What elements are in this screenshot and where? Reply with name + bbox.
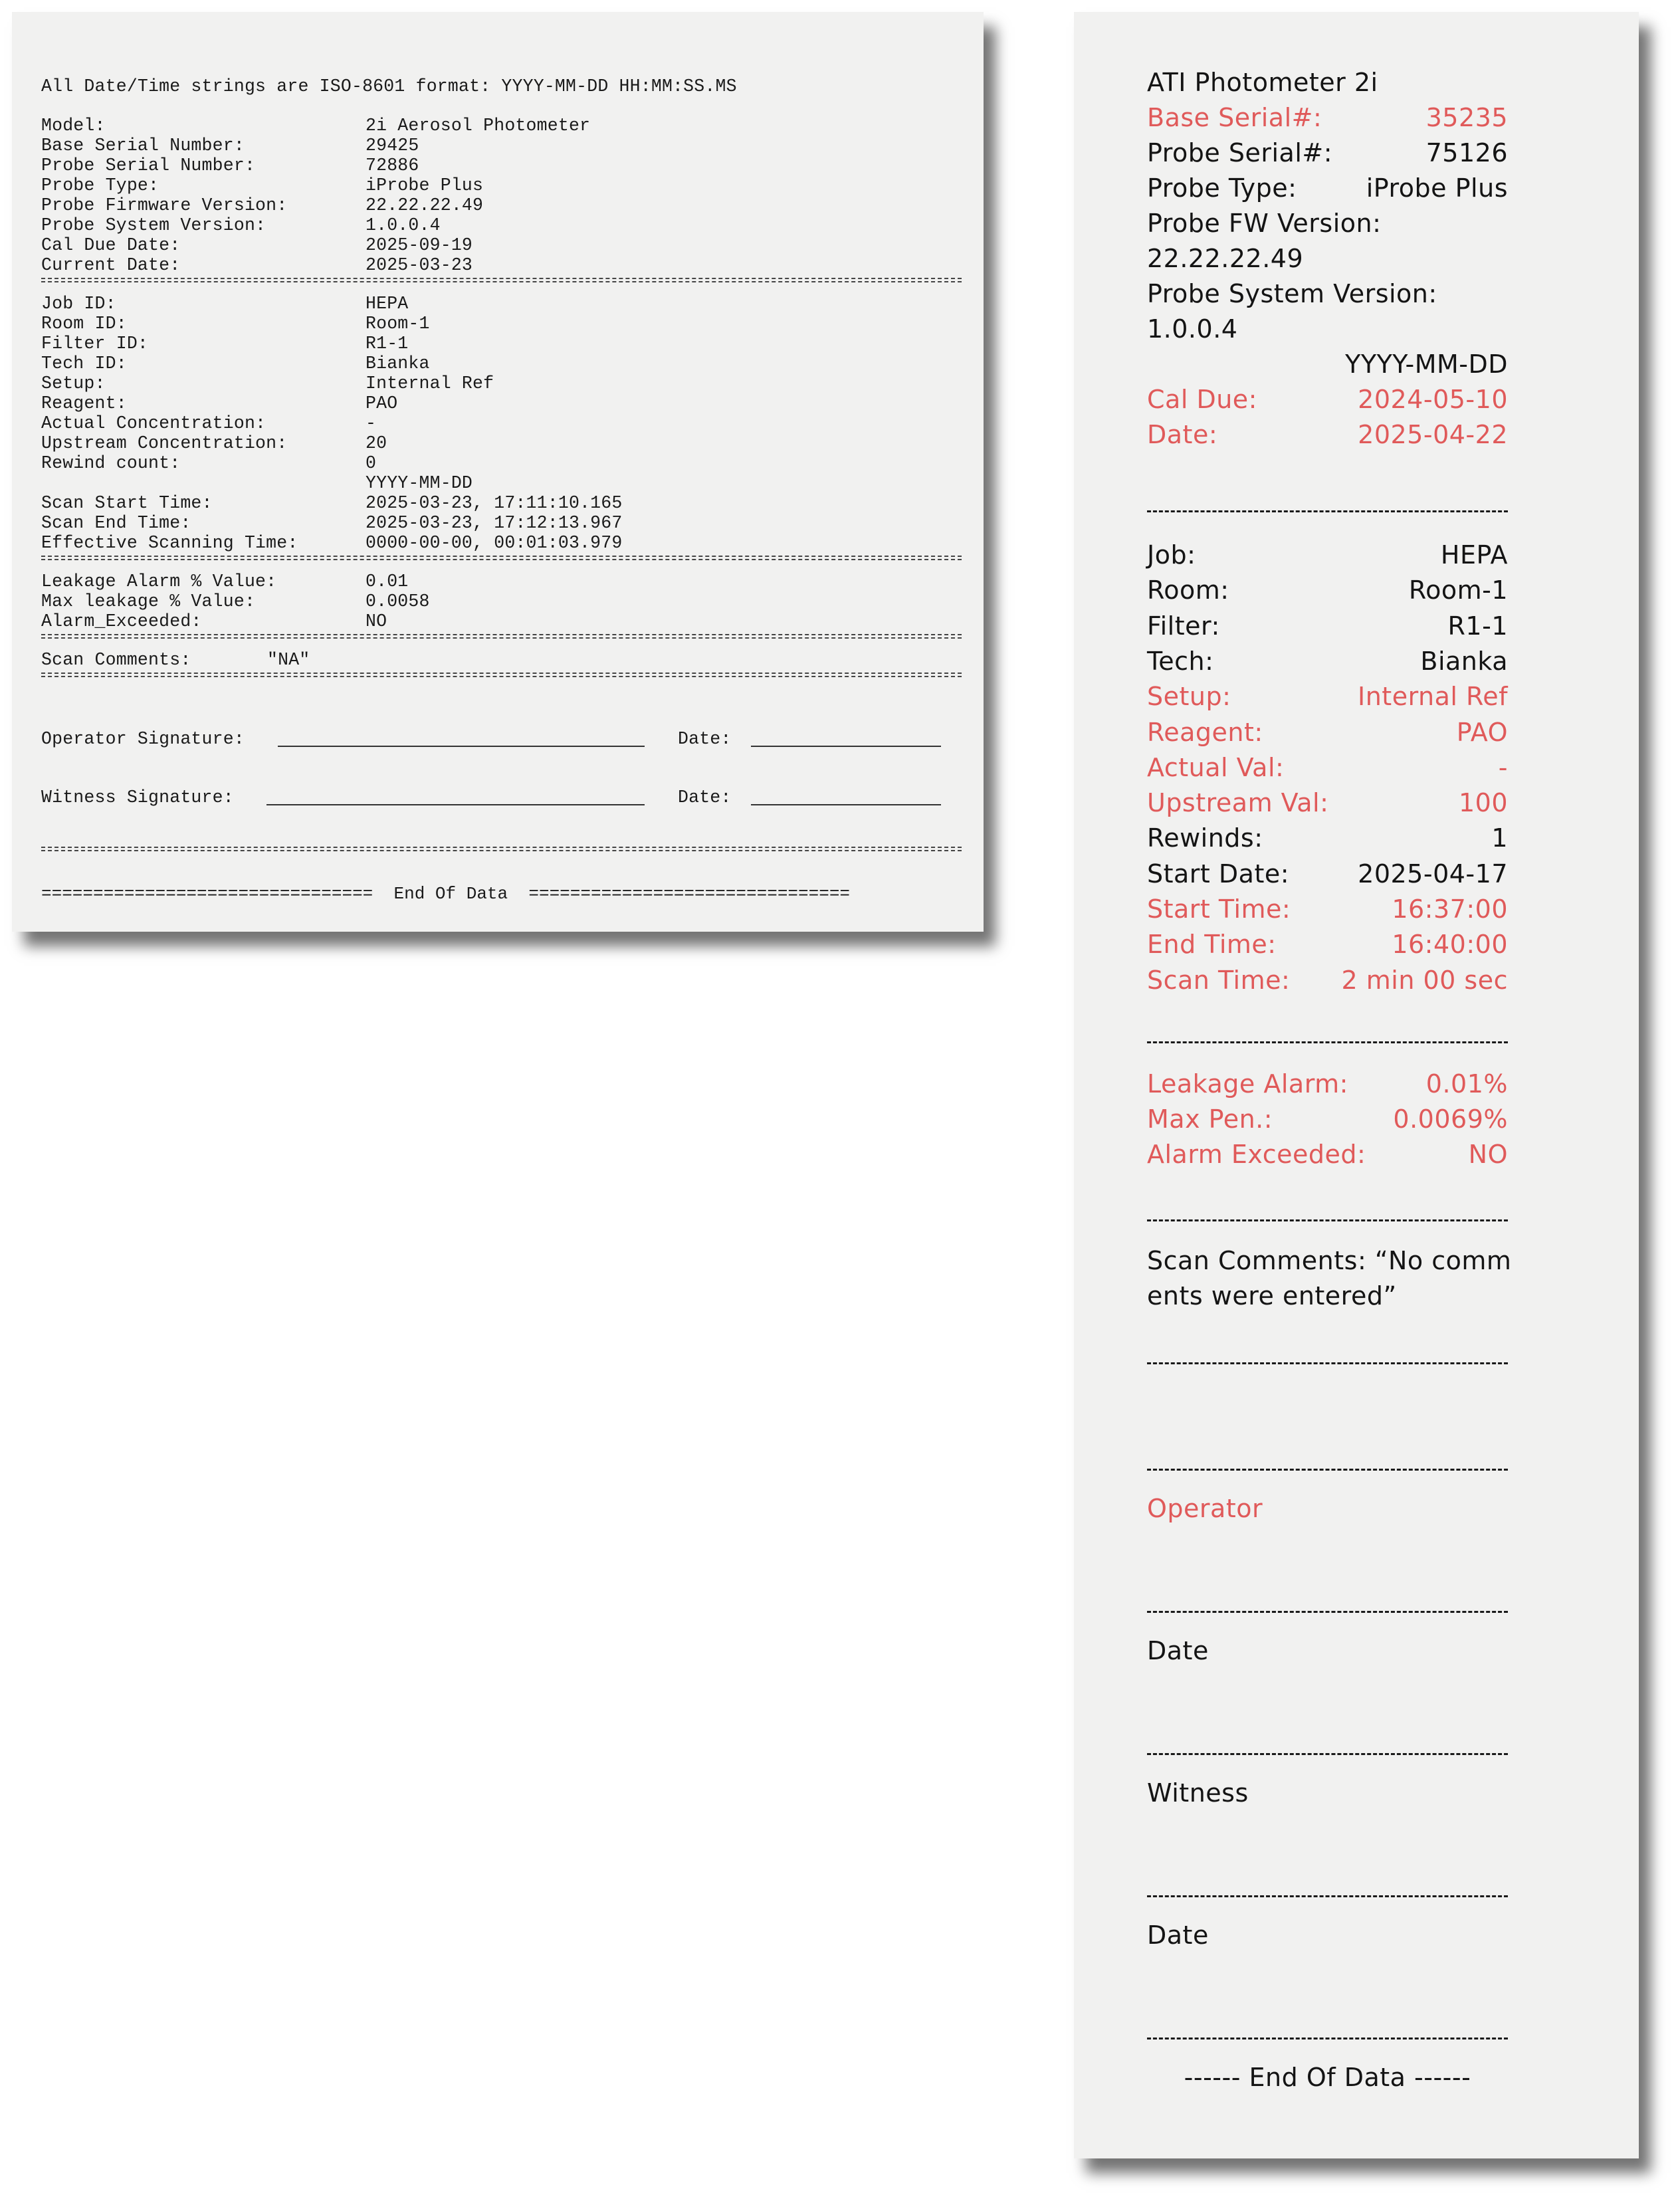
witness-signature-label: Witness Signature: (41, 787, 234, 807)
receipt-row-value: 2025-04-17 (1358, 859, 1508, 888)
receipt-alarm-exceeded: Alarm Exceeded: NO (1147, 1140, 1508, 1169)
field-leakage-alarm: Leakage Alarm % Value: 0.01 (41, 572, 409, 591)
end-of-data: ================================ End Of Data =============================== (41, 884, 851, 904)
receipt-probe-fw-label: Probe FW Version: (1147, 209, 1382, 238)
receipt-separator (1147, 1469, 1508, 1471)
separator (41, 278, 962, 282)
witness-date-label: Date: (678, 787, 732, 807)
field-effective-scan-time: Effective Scanning Time: 0000-00-00, 00:01:03.979 (41, 533, 623, 553)
receipt-probe-type: Probe Type: iProbe Plus (1147, 173, 1508, 203)
receipt-job-row (1147, 821, 1508, 856)
field-probe-type: Probe Type: iProbe Plus (41, 175, 484, 195)
receipt-separator (1147, 1895, 1508, 1897)
field-job-id: Job ID: HEPA (41, 294, 409, 314)
field-probe-serial: Probe Serial Number: 72886 (41, 156, 419, 175)
scan-comments: Scan Comments: "NA" (41, 650, 310, 670)
field-upstream-concentration: Upstream Concentration: 20 (41, 433, 387, 453)
operator-date-label: Date: (678, 729, 732, 749)
operator-signature-line[interactable] (278, 746, 645, 747)
receipt-row-label: Upstream Val: (1147, 788, 1329, 818)
receipt-title: ATI Photometer 2i (1147, 68, 1378, 97)
receipt-separator (1147, 1041, 1508, 1043)
separator (41, 556, 962, 560)
receipt-row-label: Rewinds: (1147, 823, 1263, 853)
receipt-probe-sys-value: 1.0.0.4 (1147, 314, 1238, 344)
receipt-job-row (1147, 573, 1508, 608)
receipt-separator (1147, 510, 1508, 512)
separator (41, 673, 962, 677)
receipt-job-row (1147, 785, 1508, 821)
receipt-row-value: Bianka (1420, 646, 1508, 676)
receipt-separator (1147, 1219, 1508, 1221)
receipt-scan-comments-line1: Scan Comments: “No comm (1147, 1246, 1512, 1275)
field-setup: Setup: Internal Ref (41, 373, 494, 393)
field-probe-system: Probe System Version: 1.0.0.4 (41, 215, 441, 235)
receipt-row-label: Room: (1147, 575, 1229, 605)
receipt-separator (1147, 1753, 1508, 1755)
field-cal-due: Cal Due Date: 2025-09-19 (41, 235, 473, 255)
receipt-job-row (1147, 609, 1508, 644)
field-filter-id: Filter ID: R1-1 (41, 334, 409, 354)
receipt-job-row (1147, 857, 1508, 892)
field-tech-id: Tech ID: Bianka (41, 354, 430, 373)
receipt-leakage-alarm: Leakage Alarm: 0.01% (1147, 1069, 1508, 1098)
receipt-row-label: Scan Time: (1147, 965, 1291, 995)
receipt-probe-fw-value: 22.22.22.49 (1147, 244, 1304, 273)
receipt-row-label: End Time: (1147, 930, 1277, 960)
photometer-receipt: ATI Photometer 2i Base Serial#: 35235 Probe Serial#: 75126 Probe Type: iProbe Plus Probe FW Version: 22.22.22.49 Probe System Version: 1.0.0.4 YYYY-MM-DD Cal Due: 2024-05-10 Date: 2025-04-22 Job: HEPA Room: Room-1 Filter: R1-1 Tech: Bianka Setup: Internal Ref Reagent: PAO Actual Val: - Upstream Val: 100 Rewinds: 1 Start Date: 2025-04-17 Start Time: 16:37:00 End Time: 16:40:00 Scan Time: 2 min 00 sec Leakage Alarm: 0.01% Max Pen.: 0.0069% Alarm Exceeded: NO Scan Comments: “No comm ents were entered” Operator Date Witness Date ------ End Of Data ------ (1074, 12, 1639, 2158)
receipt-row-label: Actual Val: (1147, 752, 1285, 782)
receipt-job-row (1147, 750, 1508, 785)
receipt-row-label: Start Date: (1147, 859, 1290, 888)
receipt-row-label: Reagent: (1147, 717, 1263, 747)
receipt-witness-label: Witness (1147, 1778, 1249, 1808)
receipt-date-label-2: Date (1147, 1921, 1209, 1950)
field-base-serial: Base Serial Number: 29425 (41, 136, 419, 156)
receipt-job-row (1147, 644, 1508, 679)
receipt-row-value: Room-1 (1408, 575, 1508, 605)
receipt-end-of-data: ------ End Of Data ------ (1184, 2063, 1471, 2092)
separator (41, 847, 962, 851)
receipt-row-label: Filter: (1147, 611, 1220, 641)
receipt-row-value: - (1498, 752, 1508, 782)
separator (41, 634, 962, 639)
field-rewind-count: Rewind count: 0 (41, 453, 377, 473)
receipt-scan-comments-line2: ents were entered” (1147, 1281, 1397, 1310)
receipt-operator-label: Operator (1147, 1494, 1263, 1523)
receipt-job-row (1147, 715, 1508, 750)
receipt-separator (1147, 2038, 1508, 2039)
field-reagent: Reagent: PAO (41, 393, 398, 413)
format-note: All Date/Time strings are ISO-8601 format: YYYY-MM-DD HH:MM:SS.MS (41, 76, 737, 96)
receipt-row-value: Internal Ref (1358, 682, 1508, 712)
receipt-job-row (1147, 963, 1508, 998)
operator-date-line[interactable] (751, 746, 941, 747)
receipt-separator (1147, 1362, 1508, 1364)
field-scan-end: Scan End Time: 2025-03-23, 17:12:13.967 (41, 513, 623, 533)
receipt-job-row (1147, 679, 1508, 714)
receipt-job-row (1147, 892, 1508, 927)
receipt-max-pen: Max Pen.: 0.0069% (1147, 1104, 1508, 1134)
receipt-row-value: 16:40:00 (1392, 930, 1508, 960)
receipt-row-value: 1 (1491, 823, 1508, 853)
field-actual-concentration: Actual Concentration: - (41, 413, 377, 433)
receipt-job-row (1147, 927, 1508, 962)
field-max-leakage: Max leakage % Value: 0.0058 (41, 591, 430, 611)
receipt-row-value: 100 (1458, 788, 1508, 818)
receipt-row-value: PAO (1456, 717, 1508, 747)
witness-signature-line[interactable] (266, 804, 645, 805)
receipt-row-value: 16:37:00 (1392, 894, 1508, 924)
receipt-row-value: R1-1 (1447, 611, 1508, 641)
receipt-date-label-1: Date (1147, 1636, 1209, 1665)
field-probe-firmware: Probe Firmware Version: 22.22.22.49 (41, 195, 484, 215)
witness-date-line[interactable] (751, 804, 941, 805)
receipt-job-row (1147, 538, 1508, 573)
field-alarm-exceeded: Alarm_Exceeded: NO (41, 611, 387, 631)
receipt-separator (1147, 1611, 1508, 1613)
field-current-date: Current Date: 2025-03-23 (41, 255, 473, 275)
receipt-probe-sys-label: Probe System Version: (1147, 279, 1437, 308)
receipt-cal-due: Cal Due: 2024-05-10 (1147, 385, 1508, 414)
receipt-row-value: 2 min 00 sec (1341, 965, 1508, 995)
receipt-row-label: Tech: (1147, 646, 1214, 676)
receipt-probe-serial: Probe Serial#: 75126 (1147, 138, 1508, 167)
field-room-id: Room ID: Room-1 (41, 314, 430, 334)
receipt-row-label: Setup: (1147, 682, 1231, 712)
field-scan-start: Scan Start Time: 2025-03-23, 17:11:10.165 (41, 493, 623, 513)
receipt-date: Date: 2025-04-22 (1147, 420, 1508, 449)
receipt-base-serial: Base Serial#: 35235 (1147, 103, 1508, 132)
receipt-row-value: HEPA (1440, 540, 1508, 570)
operator-signature-label: Operator Signature: (41, 729, 245, 749)
receipt-row-label: Job: (1147, 540, 1196, 570)
receipt-row-label: Start Time: (1147, 894, 1291, 924)
photometer-report-page: All Date/Time strings are ISO-8601 format: YYYY-MM-DD HH:MM:SS.MS Model: 2i Aerosol Photometer Base Serial Number: 29425 Probe Serial Number: 72886 Probe Type: iProbe Plus Probe Firmware Version: 22.22.22.49 Probe System Version: 1.0.0.4 Cal Due Date: 2025-09-19 Current Date: 2025-03-23 Job ID: HEPA Room ID: Room-1 Filter ID: R1-1 Tech ID: Bianka Setup: Internal Ref Reagent: PAO Actual Concentration: - Upstream Concentration: 20 Rewind count: 0 YYYY-MM-DD Scan Start Time: 2025-03-23, 17:11:10.165 Scan End Time: 2025-03-23, 17:12:13.967 Effective Scanning Time: 0000-00-00, 00:01:03.979 Leakage Alarm % Value: 0.01 Max leakage % Value: 0.0058 Alarm_Exceeded: NO Scan Comments: "NA" Operator Signature: Date: Witness Signature: Date: ================================ End Of Data =============================== (12, 12, 984, 932)
field-model: Model: 2i Aerosol Photometer (41, 116, 591, 136)
